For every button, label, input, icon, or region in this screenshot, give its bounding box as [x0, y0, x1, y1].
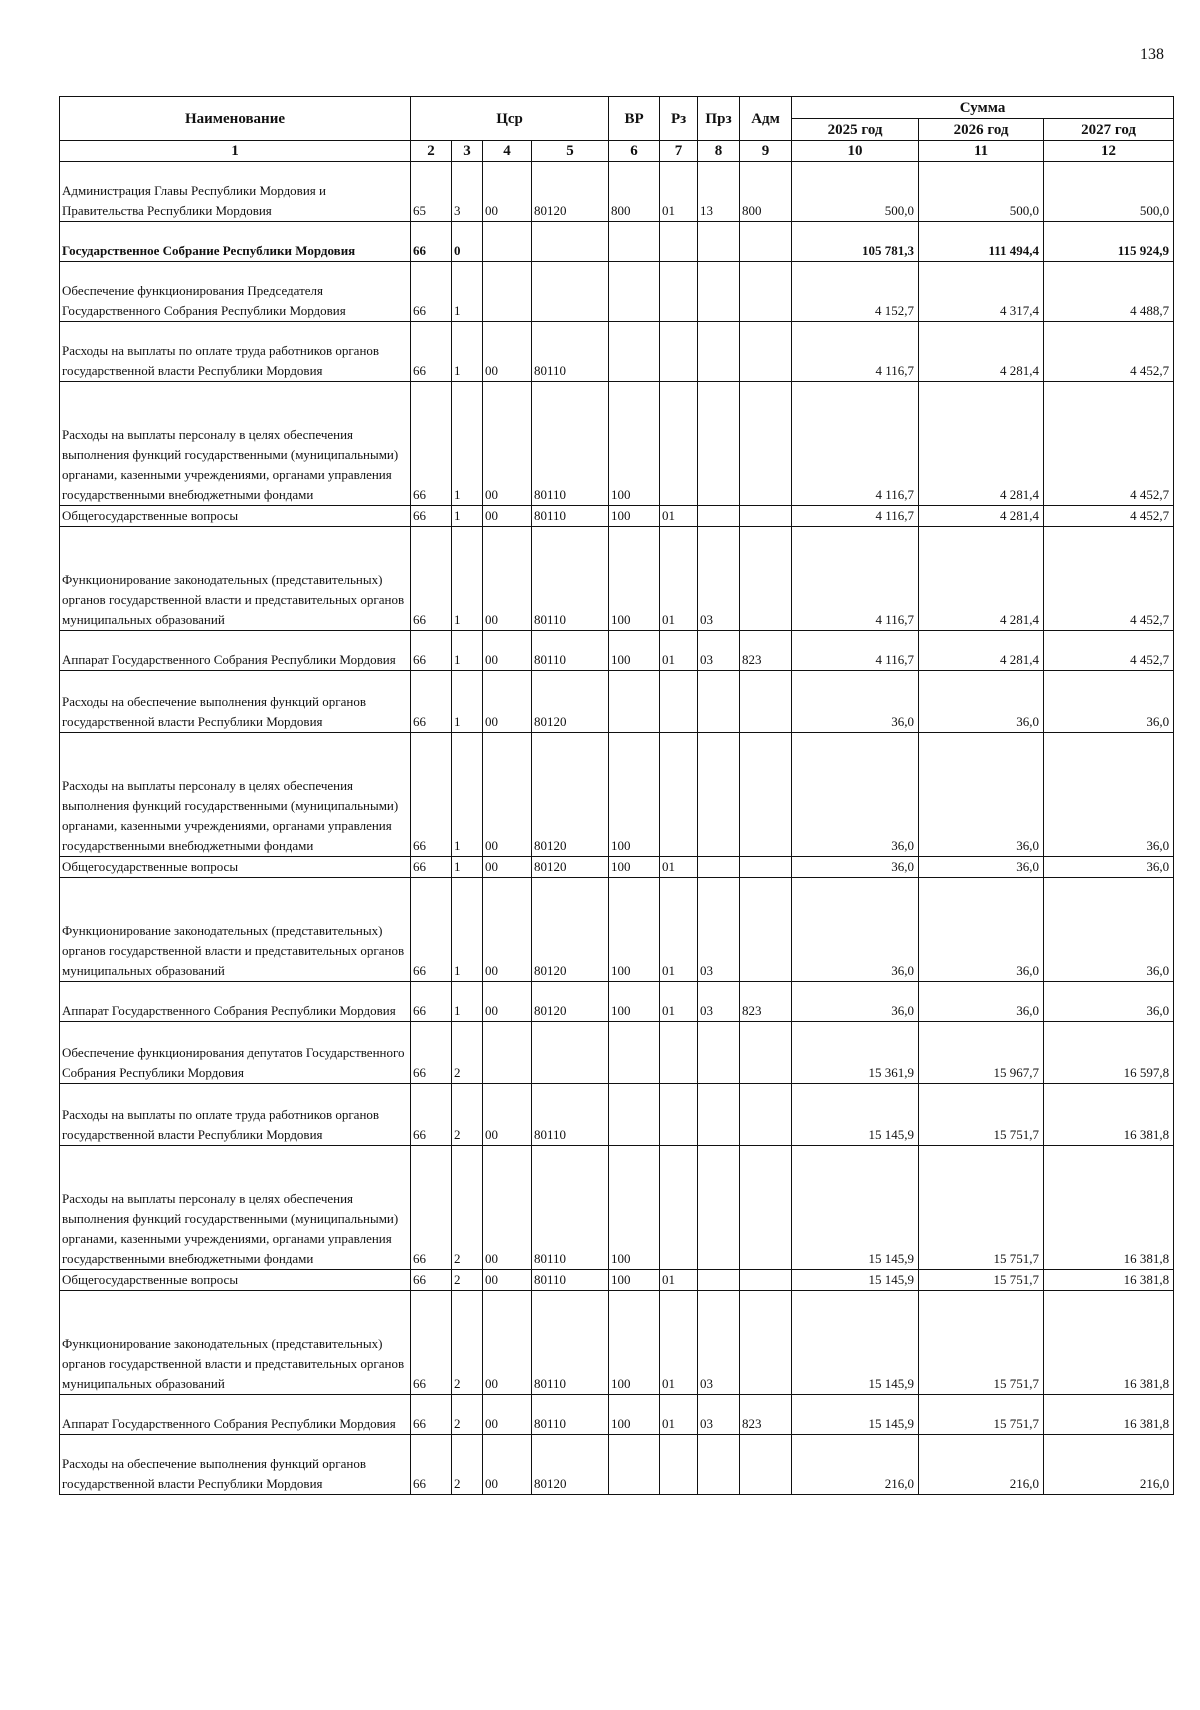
row-csr-group: 00: [483, 982, 532, 1022]
row-sum-2027: 36,0: [1044, 733, 1174, 857]
row-csr-subprogram: 1: [452, 982, 483, 1022]
row-csr-group: 00: [483, 322, 532, 382]
row-csr-group: 00: [483, 506, 532, 527]
table-row: [60, 982, 1174, 1022]
header-year-2026: 2026 год: [919, 119, 1044, 141]
table-row: [60, 527, 1174, 631]
row-name: Функционирование законодательных (представительных) органов государственной власти и представительных органов муниципальных образований: [60, 878, 411, 982]
row-sum-2025: 4 116,7: [792, 322, 919, 382]
row-csr-direction: 80110: [532, 1291, 609, 1395]
row-vr: 100: [609, 382, 660, 506]
row-sum-2027: 16 381,8: [1044, 1146, 1174, 1270]
row-sum-2025: 4 116,7: [792, 527, 919, 631]
row-rz: 01: [660, 982, 698, 1022]
row-sum-2027: 115 924,9: [1044, 222, 1174, 262]
row-csr-program: 66: [411, 733, 452, 857]
table-row: [60, 671, 1174, 733]
row-csr-direction: 80120: [532, 878, 609, 982]
row-name: Общегосударственные вопросы: [60, 1270, 411, 1291]
row-rz: [660, 1146, 698, 1270]
row-csr-subprogram: 2: [452, 1291, 483, 1395]
row-adm: [740, 1270, 792, 1291]
column-number: 7: [660, 141, 698, 162]
column-number: 6: [609, 141, 660, 162]
row-sum-2027: 16 381,8: [1044, 1084, 1174, 1146]
row-prz: [698, 262, 740, 322]
row-sum-2027: 4 488,7: [1044, 262, 1174, 322]
table-row: [60, 733, 1174, 857]
table-row: [60, 506, 1174, 527]
row-vr: 100: [609, 1146, 660, 1270]
row-csr-group: [483, 222, 532, 262]
row-csr-program: 66: [411, 1084, 452, 1146]
row-csr-direction: 80110: [532, 382, 609, 506]
row-name: Расходы на обеспечение выполнения функций органов государственной власти Республики Мордовия: [60, 1435, 411, 1495]
column-number: 11: [919, 141, 1044, 162]
row-csr-group: 00: [483, 382, 532, 506]
row-sum-2026: 4 281,4: [919, 506, 1044, 527]
table-row: [60, 1022, 1174, 1084]
row-prz: [698, 222, 740, 262]
row-csr-subprogram: 1: [452, 878, 483, 982]
row-name: Расходы на выплаты персоналу в целях обеспечения выполнения функций государственными (муниципальными) органами, казенными учреждениями, органами управления государственными внебюджетными фондами: [60, 382, 411, 506]
row-csr-program: 66: [411, 1022, 452, 1084]
row-rz: [660, 322, 698, 382]
row-sum-2027: 4 452,7: [1044, 382, 1174, 506]
row-csr-subprogram: 0: [452, 222, 483, 262]
row-rz: [660, 733, 698, 857]
column-number-row: [60, 141, 1174, 162]
row-csr-group: 00: [483, 631, 532, 671]
row-sum-2025: 36,0: [792, 878, 919, 982]
row-sum-2026: 500,0: [919, 162, 1044, 222]
row-adm: [740, 527, 792, 631]
table-body: [60, 162, 1174, 1495]
row-sum-2025: 105 781,3: [792, 222, 919, 262]
row-rz: 01: [660, 506, 698, 527]
row-vr: [609, 262, 660, 322]
row-name: Расходы на выплаты персоналу в целях обеспечения выполнения функций государственными (муниципальными) органами, казенными учреждениями, органами управления государственными внебюджетными фондами: [60, 1146, 411, 1270]
row-prz: [698, 857, 740, 878]
column-number: 12: [1044, 141, 1174, 162]
row-name: Аппарат Государственного Собрания Республики Мордовия: [60, 982, 411, 1022]
row-sum-2026: 4 281,4: [919, 382, 1044, 506]
row-prz: [698, 1084, 740, 1146]
row-sum-2025: 36,0: [792, 982, 919, 1022]
row-csr-group: 00: [483, 1084, 532, 1146]
row-prz: 03: [698, 878, 740, 982]
column-number: 3: [452, 141, 483, 162]
row-prz: [698, 671, 740, 733]
header-year-2027: 2027 год: [1044, 119, 1174, 141]
table-row: [60, 1435, 1174, 1495]
row-sum-2026: 4 281,4: [919, 322, 1044, 382]
row-csr-program: 66: [411, 506, 452, 527]
row-csr-direction: 80110: [532, 1146, 609, 1270]
row-sum-2026: 4 281,4: [919, 631, 1044, 671]
row-sum-2025: 15 145,9: [792, 1084, 919, 1146]
row-rz: 01: [660, 631, 698, 671]
row-csr-group: 00: [483, 162, 532, 222]
row-rz: [660, 1435, 698, 1495]
column-number: 9: [740, 141, 792, 162]
row-vr: [609, 1084, 660, 1146]
row-csr-group: 00: [483, 527, 532, 631]
row-csr-direction: [532, 222, 609, 262]
row-sum-2026: 4 317,4: [919, 262, 1044, 322]
row-csr-direction: 80120: [532, 857, 609, 878]
row-name: Функционирование законодательных (представительных) органов государственной власти и представительных органов муниципальных образований: [60, 1291, 411, 1395]
row-sum-2026: 36,0: [919, 857, 1044, 878]
table-row: [60, 1146, 1174, 1270]
header-year-2025: 2025 год: [792, 119, 919, 141]
row-sum-2025: 15 361,9: [792, 1022, 919, 1084]
row-adm: 823: [740, 982, 792, 1022]
column-number: 1: [60, 141, 411, 162]
row-vr: 100: [609, 982, 660, 1022]
row-csr-group: 00: [483, 1291, 532, 1395]
row-csr-direction: 80120: [532, 982, 609, 1022]
row-csr-subprogram: 1: [452, 857, 483, 878]
row-csr-direction: 80110: [532, 1395, 609, 1435]
row-rz: [660, 671, 698, 733]
row-csr-program: 66: [411, 1270, 452, 1291]
row-sum-2025: 15 145,9: [792, 1291, 919, 1395]
row-vr: 100: [609, 506, 660, 527]
row-csr-program: 66: [411, 982, 452, 1022]
row-name: Расходы на выплаты по оплате труда работников органов государственной власти Республики Мордовия: [60, 1084, 411, 1146]
row-vr: 100: [609, 527, 660, 631]
row-csr-program: 66: [411, 857, 452, 878]
table-row: [60, 1270, 1174, 1291]
row-name: Аппарат Государственного Собрания Республики Мордовия: [60, 1395, 411, 1435]
row-csr-direction: 80120: [532, 1435, 609, 1495]
row-sum-2027: 4 452,7: [1044, 527, 1174, 631]
table-row: [60, 162, 1174, 222]
header-name: Наименование: [60, 97, 411, 141]
row-csr-program: 66: [411, 222, 452, 262]
row-rz: 01: [660, 1270, 698, 1291]
row-sum-2025: 15 145,9: [792, 1146, 919, 1270]
row-adm: [740, 506, 792, 527]
row-name: Общегосударственные вопросы: [60, 506, 411, 527]
row-adm: [740, 857, 792, 878]
row-csr-program: 66: [411, 671, 452, 733]
row-sum-2026: 15 967,7: [919, 1022, 1044, 1084]
row-sum-2026: 36,0: [919, 733, 1044, 857]
row-csr-direction: 80110: [532, 631, 609, 671]
header-rz: Рз: [660, 97, 698, 141]
row-csr-group: [483, 1022, 532, 1084]
row-adm: [740, 222, 792, 262]
row-sum-2026: 111 494,4: [919, 222, 1044, 262]
row-csr-subprogram: 1: [452, 382, 483, 506]
row-sum-2027: 36,0: [1044, 878, 1174, 982]
row-vr: [609, 322, 660, 382]
column-number: 8: [698, 141, 740, 162]
table-row: [60, 222, 1174, 262]
row-csr-subprogram: 1: [452, 671, 483, 733]
row-csr-subprogram: 1: [452, 322, 483, 382]
row-name: Государственное Собрание Республики Мордовия: [60, 222, 411, 262]
row-name: Аппарат Государственного Собрания Республики Мордовия: [60, 631, 411, 671]
row-sum-2026: 15 751,7: [919, 1270, 1044, 1291]
row-vr: 100: [609, 733, 660, 857]
row-sum-2027: 16 381,8: [1044, 1395, 1174, 1435]
row-sum-2027: 500,0: [1044, 162, 1174, 222]
table-row: [60, 878, 1174, 982]
row-csr-direction: [532, 1022, 609, 1084]
table-row: [60, 322, 1174, 382]
row-csr-program: 66: [411, 262, 452, 322]
row-adm: [740, 733, 792, 857]
row-adm: 800: [740, 162, 792, 222]
row-rz: [660, 1084, 698, 1146]
row-csr-subprogram: 1: [452, 631, 483, 671]
row-csr-direction: [532, 262, 609, 322]
header-csr: Цср: [411, 97, 609, 141]
row-prz: 13: [698, 162, 740, 222]
row-csr-subprogram: 2: [452, 1146, 483, 1270]
row-prz: 03: [698, 1395, 740, 1435]
row-prz: [698, 1022, 740, 1084]
row-adm: [740, 1146, 792, 1270]
table-row: [60, 1084, 1174, 1146]
row-csr-program: 66: [411, 1146, 452, 1270]
row-rz: 01: [660, 1395, 698, 1435]
row-sum-2027: 4 452,7: [1044, 506, 1174, 527]
row-csr-program: 66: [411, 631, 452, 671]
row-csr-direction: 80120: [532, 671, 609, 733]
row-adm: [740, 1084, 792, 1146]
row-csr-direction: 80110: [532, 1084, 609, 1146]
row-rz: 01: [660, 527, 698, 631]
row-adm: [740, 1291, 792, 1395]
row-sum-2026: 15 751,7: [919, 1146, 1044, 1270]
row-rz: [660, 222, 698, 262]
row-csr-direction: 80110: [532, 1270, 609, 1291]
table-row: [60, 1291, 1174, 1395]
row-name: Функционирование законодательных (представительных) органов государственной власти и представительных органов муниципальных образований: [60, 527, 411, 631]
row-sum-2025: 4 116,7: [792, 506, 919, 527]
row-sum-2027: 4 452,7: [1044, 631, 1174, 671]
row-rz: 01: [660, 878, 698, 982]
row-csr-subprogram: 2: [452, 1395, 483, 1435]
row-csr-direction: 80110: [532, 322, 609, 382]
row-csr-subprogram: 1: [452, 527, 483, 631]
row-vr: 100: [609, 1395, 660, 1435]
row-prz: 03: [698, 982, 740, 1022]
row-sum-2025: 36,0: [792, 671, 919, 733]
column-number: 10: [792, 141, 919, 162]
row-sum-2025: 500,0: [792, 162, 919, 222]
row-rz: [660, 382, 698, 506]
row-name: Администрация Главы Республики Мордовия и Правительства Республики Мордовия: [60, 162, 411, 222]
row-adm: 823: [740, 631, 792, 671]
column-number: 2: [411, 141, 452, 162]
row-csr-program: 66: [411, 527, 452, 631]
row-csr-direction: 80120: [532, 162, 609, 222]
row-adm: [740, 262, 792, 322]
row-name: Обеспечение функционирования Председателя Государственного Собрания Республики Мордовия: [60, 262, 411, 322]
row-prz: [698, 1435, 740, 1495]
row-csr-program: 66: [411, 382, 452, 506]
row-csr-subprogram: 1: [452, 262, 483, 322]
row-csr-subprogram: 3: [452, 162, 483, 222]
row-sum-2027: 36,0: [1044, 857, 1174, 878]
row-csr-group: 00: [483, 857, 532, 878]
row-vr: [609, 222, 660, 262]
table-row: [60, 382, 1174, 506]
row-vr: [609, 1022, 660, 1084]
row-prz: [698, 506, 740, 527]
row-rz: 01: [660, 857, 698, 878]
row-name: Расходы на выплаты по оплате труда работников органов государственной власти Республики Мордовия: [60, 322, 411, 382]
row-csr-program: 66: [411, 322, 452, 382]
row-csr-program: 66: [411, 878, 452, 982]
row-sum-2027: 16 381,8: [1044, 1291, 1174, 1395]
budget-table: [59, 96, 1174, 1495]
row-rz: [660, 262, 698, 322]
row-vr: 100: [609, 631, 660, 671]
row-prz: 03: [698, 527, 740, 631]
row-prz: 03: [698, 631, 740, 671]
row-prz: [698, 733, 740, 857]
row-sum-2025: 36,0: [792, 857, 919, 878]
row-prz: [698, 1270, 740, 1291]
row-csr-program: 66: [411, 1395, 452, 1435]
row-csr-program: 65: [411, 162, 452, 222]
row-sum-2026: 4 281,4: [919, 527, 1044, 631]
row-prz: [698, 382, 740, 506]
table-row: [60, 262, 1174, 322]
row-csr-direction: 80110: [532, 506, 609, 527]
row-vr: [609, 1435, 660, 1495]
row-csr-group: 00: [483, 671, 532, 733]
row-csr-subprogram: 2: [452, 1270, 483, 1291]
row-name: Обеспечение функционирования депутатов Государственного Собрания Республики Мордовия: [60, 1022, 411, 1084]
row-csr-subprogram: 2: [452, 1435, 483, 1495]
table-row: [60, 1395, 1174, 1435]
column-number: 4: [483, 141, 532, 162]
column-number: 5: [532, 141, 609, 162]
row-sum-2026: 36,0: [919, 878, 1044, 982]
row-csr-group: 00: [483, 1435, 532, 1495]
header-adm: Адм: [740, 97, 792, 141]
row-sum-2025: 15 145,9: [792, 1270, 919, 1291]
page-number: 138: [1140, 46, 1164, 63]
row-adm: [740, 671, 792, 733]
row-name: Расходы на обеспечение выполнения функций органов государственной власти Республики Мордовия: [60, 671, 411, 733]
row-csr-group: [483, 262, 532, 322]
row-sum-2026: 36,0: [919, 671, 1044, 733]
row-vr: 100: [609, 857, 660, 878]
row-csr-subprogram: 2: [452, 1084, 483, 1146]
row-prz: [698, 322, 740, 382]
row-sum-2026: 216,0: [919, 1435, 1044, 1495]
row-name: Общегосударственные вопросы: [60, 857, 411, 878]
row-csr-direction: 80110: [532, 527, 609, 631]
row-csr-group: 00: [483, 1146, 532, 1270]
row-csr-group: 00: [483, 1270, 532, 1291]
row-prz: 03: [698, 1291, 740, 1395]
row-adm: [740, 322, 792, 382]
row-csr-direction: 80120: [532, 733, 609, 857]
row-prz: [698, 1146, 740, 1270]
row-sum-2026: 15 751,7: [919, 1395, 1044, 1435]
row-sum-2025: 216,0: [792, 1435, 919, 1495]
table-row: [60, 631, 1174, 671]
row-rz: 01: [660, 162, 698, 222]
table-row: [60, 857, 1174, 878]
row-csr-group: 00: [483, 878, 532, 982]
row-sum-2025: 15 145,9: [792, 1395, 919, 1435]
row-csr-program: 66: [411, 1435, 452, 1495]
row-sum-2027: 4 452,7: [1044, 322, 1174, 382]
row-sum-2027: 36,0: [1044, 671, 1174, 733]
header-sum: Сумма: [792, 97, 1174, 119]
row-vr: 100: [609, 878, 660, 982]
row-sum-2026: 15 751,7: [919, 1291, 1044, 1395]
row-vr: [609, 671, 660, 733]
row-sum-2025: 4 152,7: [792, 262, 919, 322]
row-adm: [740, 878, 792, 982]
row-vr: 800: [609, 162, 660, 222]
header-vr: ВР: [609, 97, 660, 141]
row-csr-subprogram: 2: [452, 1022, 483, 1084]
row-csr-subprogram: 1: [452, 506, 483, 527]
row-rz: [660, 1022, 698, 1084]
row-adm: [740, 1435, 792, 1495]
row-sum-2025: 4 116,7: [792, 631, 919, 671]
header-prz: Прз: [698, 97, 740, 141]
row-name: Расходы на выплаты персоналу в целях обеспечения выполнения функций государственными (муниципальными) органами, казенными учреждениями, органами управления государственными внебюджетными фондами: [60, 733, 411, 857]
row-adm: 823: [740, 1395, 792, 1435]
row-adm: [740, 1022, 792, 1084]
row-adm: [740, 382, 792, 506]
row-sum-2027: 36,0: [1044, 982, 1174, 1022]
row-sum-2027: 16 597,8: [1044, 1022, 1174, 1084]
row-sum-2026: 15 751,7: [919, 1084, 1044, 1146]
row-csr-subprogram: 1: [452, 733, 483, 857]
row-csr-program: 66: [411, 1291, 452, 1395]
row-sum-2026: 36,0: [919, 982, 1044, 1022]
row-sum-2027: 216,0: [1044, 1435, 1174, 1495]
row-sum-2025: 4 116,7: [792, 382, 919, 506]
row-sum-2027: 16 381,8: [1044, 1270, 1174, 1291]
row-rz: 01: [660, 1291, 698, 1395]
row-csr-group: 00: [483, 733, 532, 857]
row-vr: 100: [609, 1270, 660, 1291]
row-sum-2025: 36,0: [792, 733, 919, 857]
row-vr: 100: [609, 1291, 660, 1395]
row-csr-group: 00: [483, 1395, 532, 1435]
